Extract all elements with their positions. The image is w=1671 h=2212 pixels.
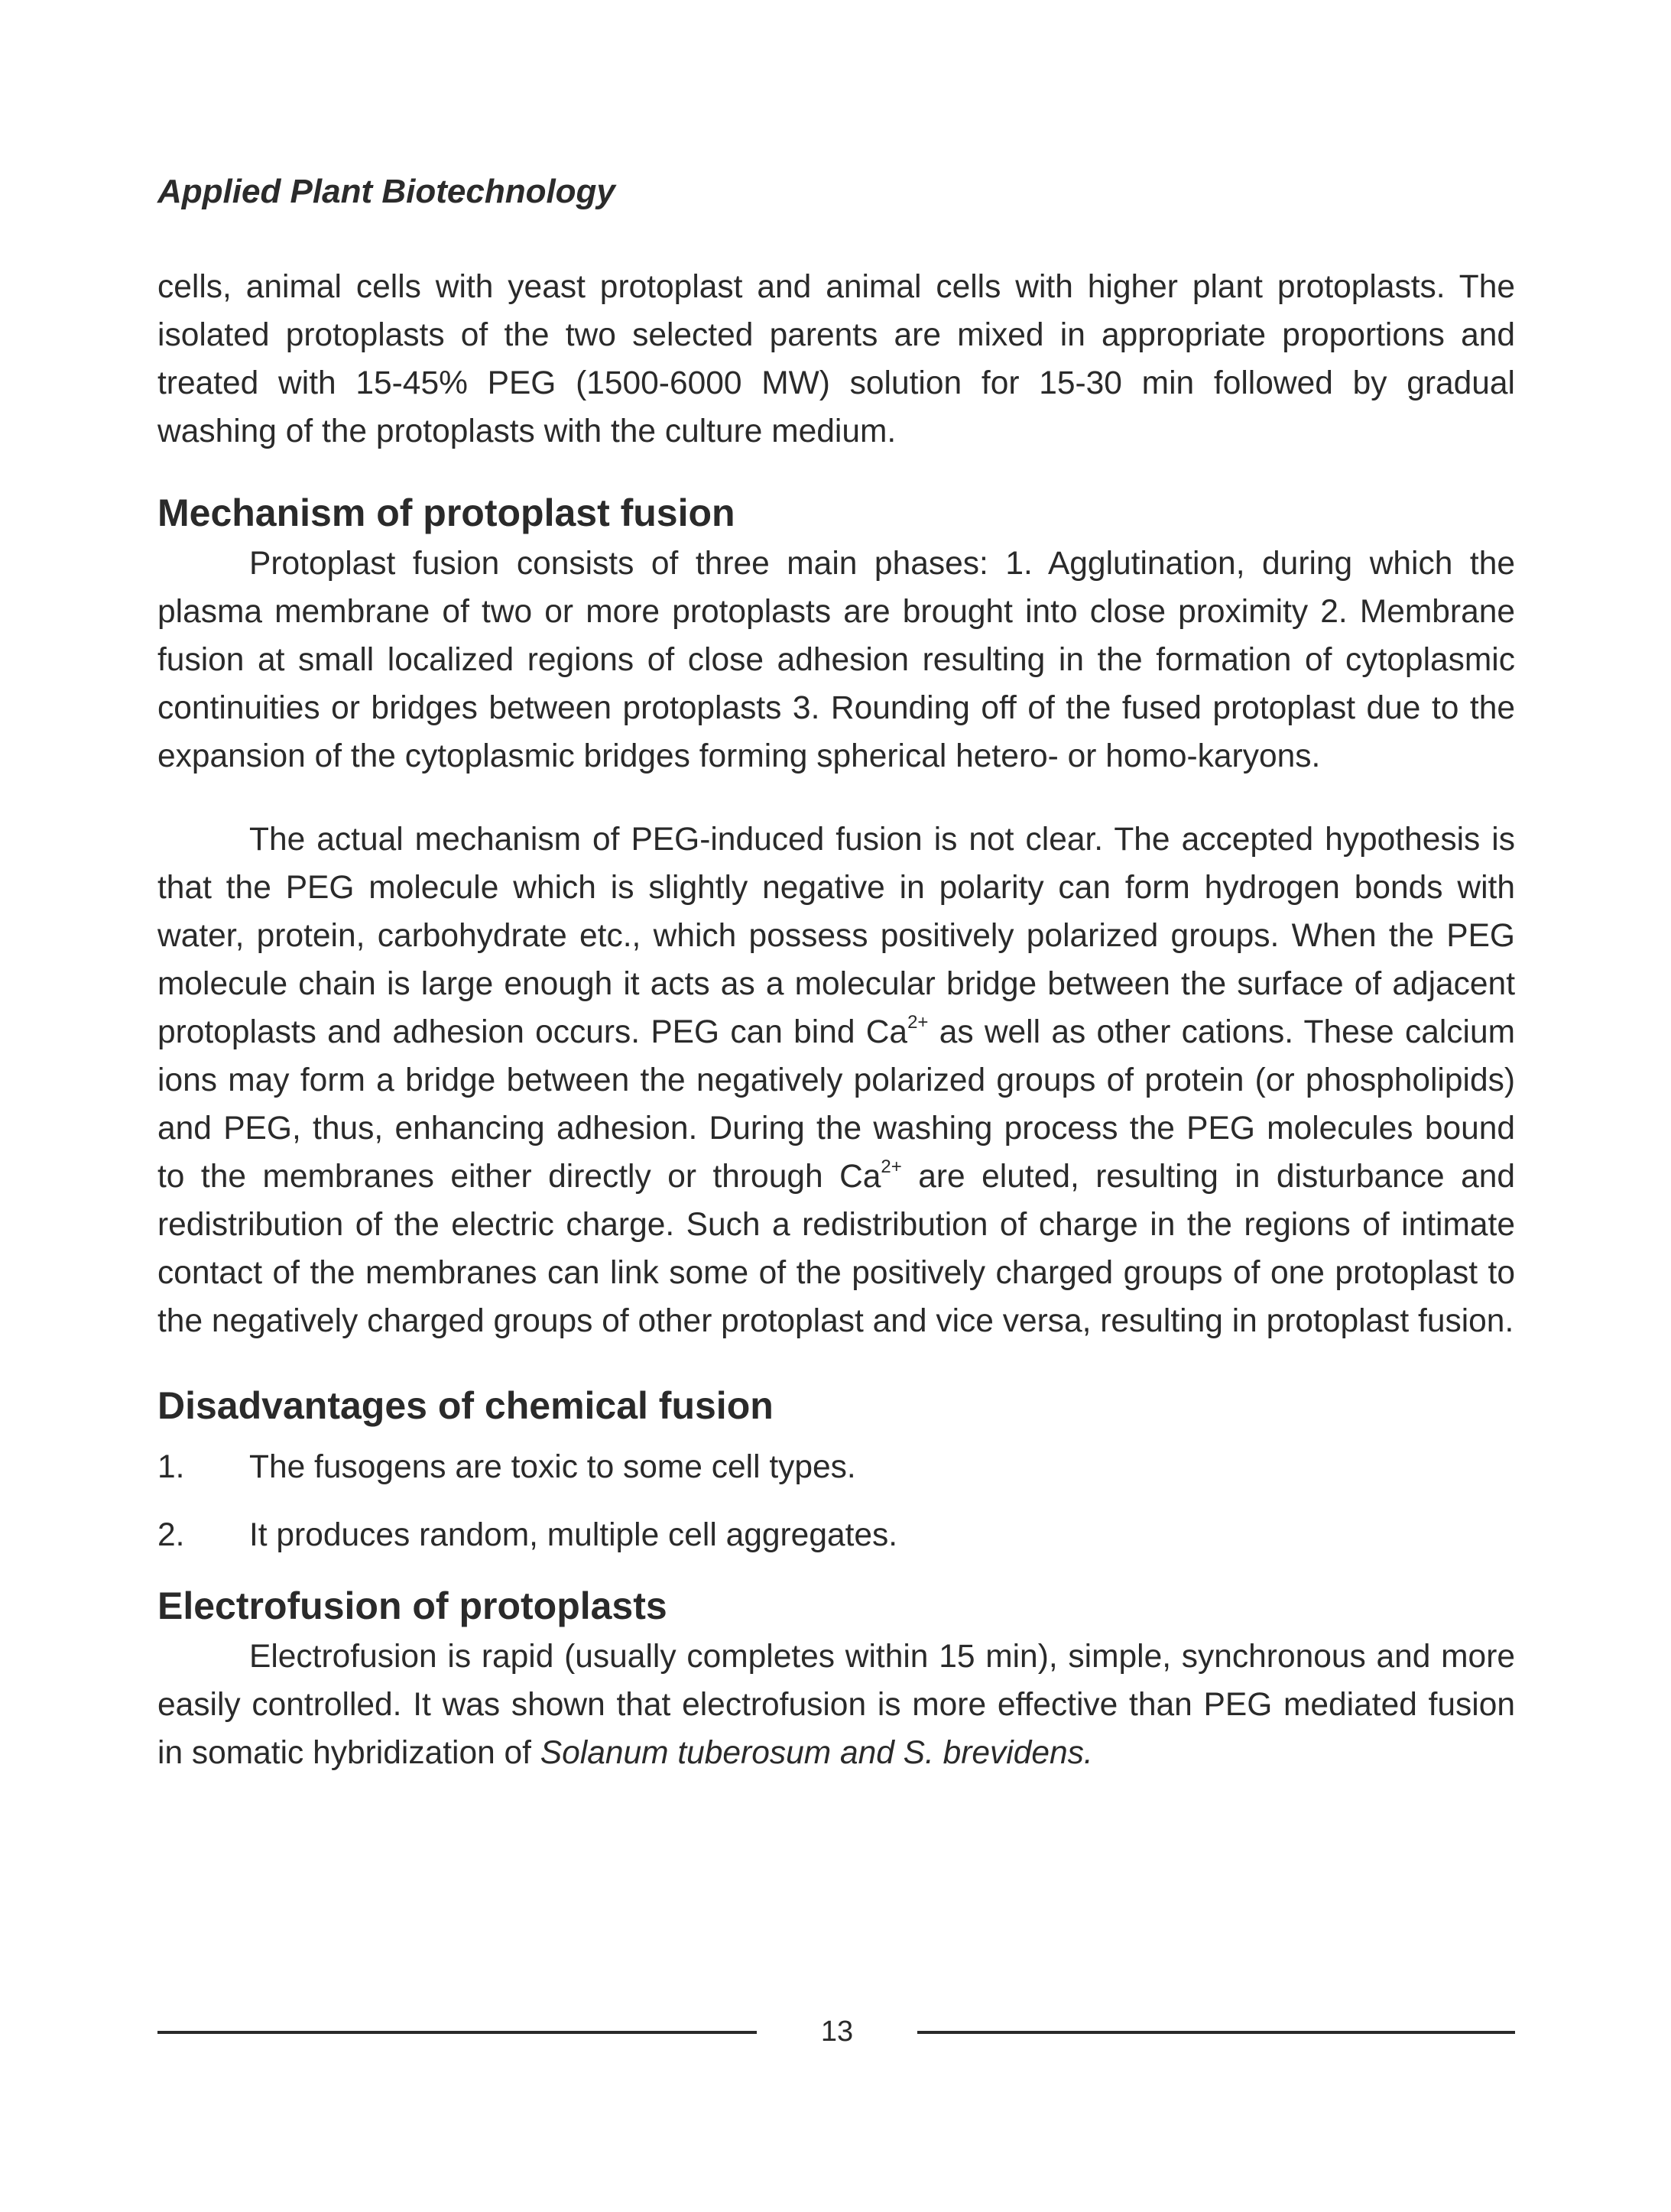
list-item-number: 2. [157,1517,185,1553]
list-item-number: 1. [157,1449,185,1485]
running-header: Applied Plant Biotechnology [157,173,615,210]
section-heading-disadvantages: Disadvantages of chemical fusion [157,1384,774,1427]
electrofusion-paragraph [157,1633,1515,1777]
mechanism-paragraph-2-text-3: are eluted, resulting in disturbance and redistribution of the electric charge. Such a redistribution of charge in the regions of intimate contact of the membranes can link some of the positively charged groups of one protoplast to the negatively charged groups of other protoplast and vice versa, resulting in protoplast fusion. [157,1159,1516,1339]
mechanism-paragraph-2-text-1: The actual mechanism of PEG-induced fusion is not clear. The accepted hypothesis is that the PEG molecule which is slightly negative in polarity can form hydrogen bonds with water, protein, carbohydrate etc., which possess positively polarized groups. When the PEG molecule chain is large enough it acts as a molecular bridge between the surface of adjacent protoplasts and adhesion occurs. PEG can bind Ca [157,822,1515,1050]
section-heading-mechanism: Mechanism of protoplast fusion [157,491,735,534]
electrofusion-paragraph-text: Electrofusion is rapid (usually completes within 15 min), simple, synchronous and more easily controlled. It was shown that electrofusion is more effective than PEG mediated fusion in somatic hybridization of [157,1639,1515,1771]
mechanism-paragraph-2 [157,816,1515,1345]
list-item [157,1511,1515,1559]
list-item [157,1443,1515,1491]
disadvantages-list [157,1443,1515,1559]
list-item-text: The fusogens are toxic to some cell types. [249,1449,856,1485]
list-item-text: It produces random, multiple cell aggregates. [249,1517,898,1553]
page-number: 13 [820,2016,854,2048]
section-heading-electrofusion: Electrofusion of protoplasts [157,1584,667,1627]
species-names: Solanum tuberosum and S. brevidens. [540,1735,1093,1771]
footer-rule-right [917,2031,1515,2034]
mechanism-paragraph-2-text-2: as well as other cations. These calcium ions may form a bridge between the negatively polarized groups of protein (or phospholipids) and PEG, thus, enhancing adhesion. During the washing process the PEG molecules bound to the membranes either directly or through Ca [157,1014,1516,1195]
mechanism-paragraph-1: Protoplast fusion consists of three main phases: 1. Agglutination, during which the plasma membrane of two or more protoplasts are brought into close proximity 2. Membrane fusion at small localized regions of close adhesion resulting in the formation of cytoplasmic continuities or bridges between protoplasts 3. Rounding off of the fused protoplast due to the expansion of the cytoplasmic bridges forming spherical hetero- or homo-karyons. [157,546,1515,774]
superscript-charge: 2+ [907,1011,929,1033]
footer-rule-left [157,2031,757,2034]
superscript-charge: 2+ [881,1156,902,1177]
page-content [157,263,1515,1777]
intro-paragraph: cells, animal cells with yeast protoplast and animal cells with higher plant protoplasts. The isolated protoplasts of the two selected parents are mixed in appropriate proportions and treated with 15-45% PEG (1500-6000 MW) solution for 15-30 min followed by gradual washing of the protoplasts with the culture medium. [157,269,1515,449]
page-footer [157,2009,1515,2055]
